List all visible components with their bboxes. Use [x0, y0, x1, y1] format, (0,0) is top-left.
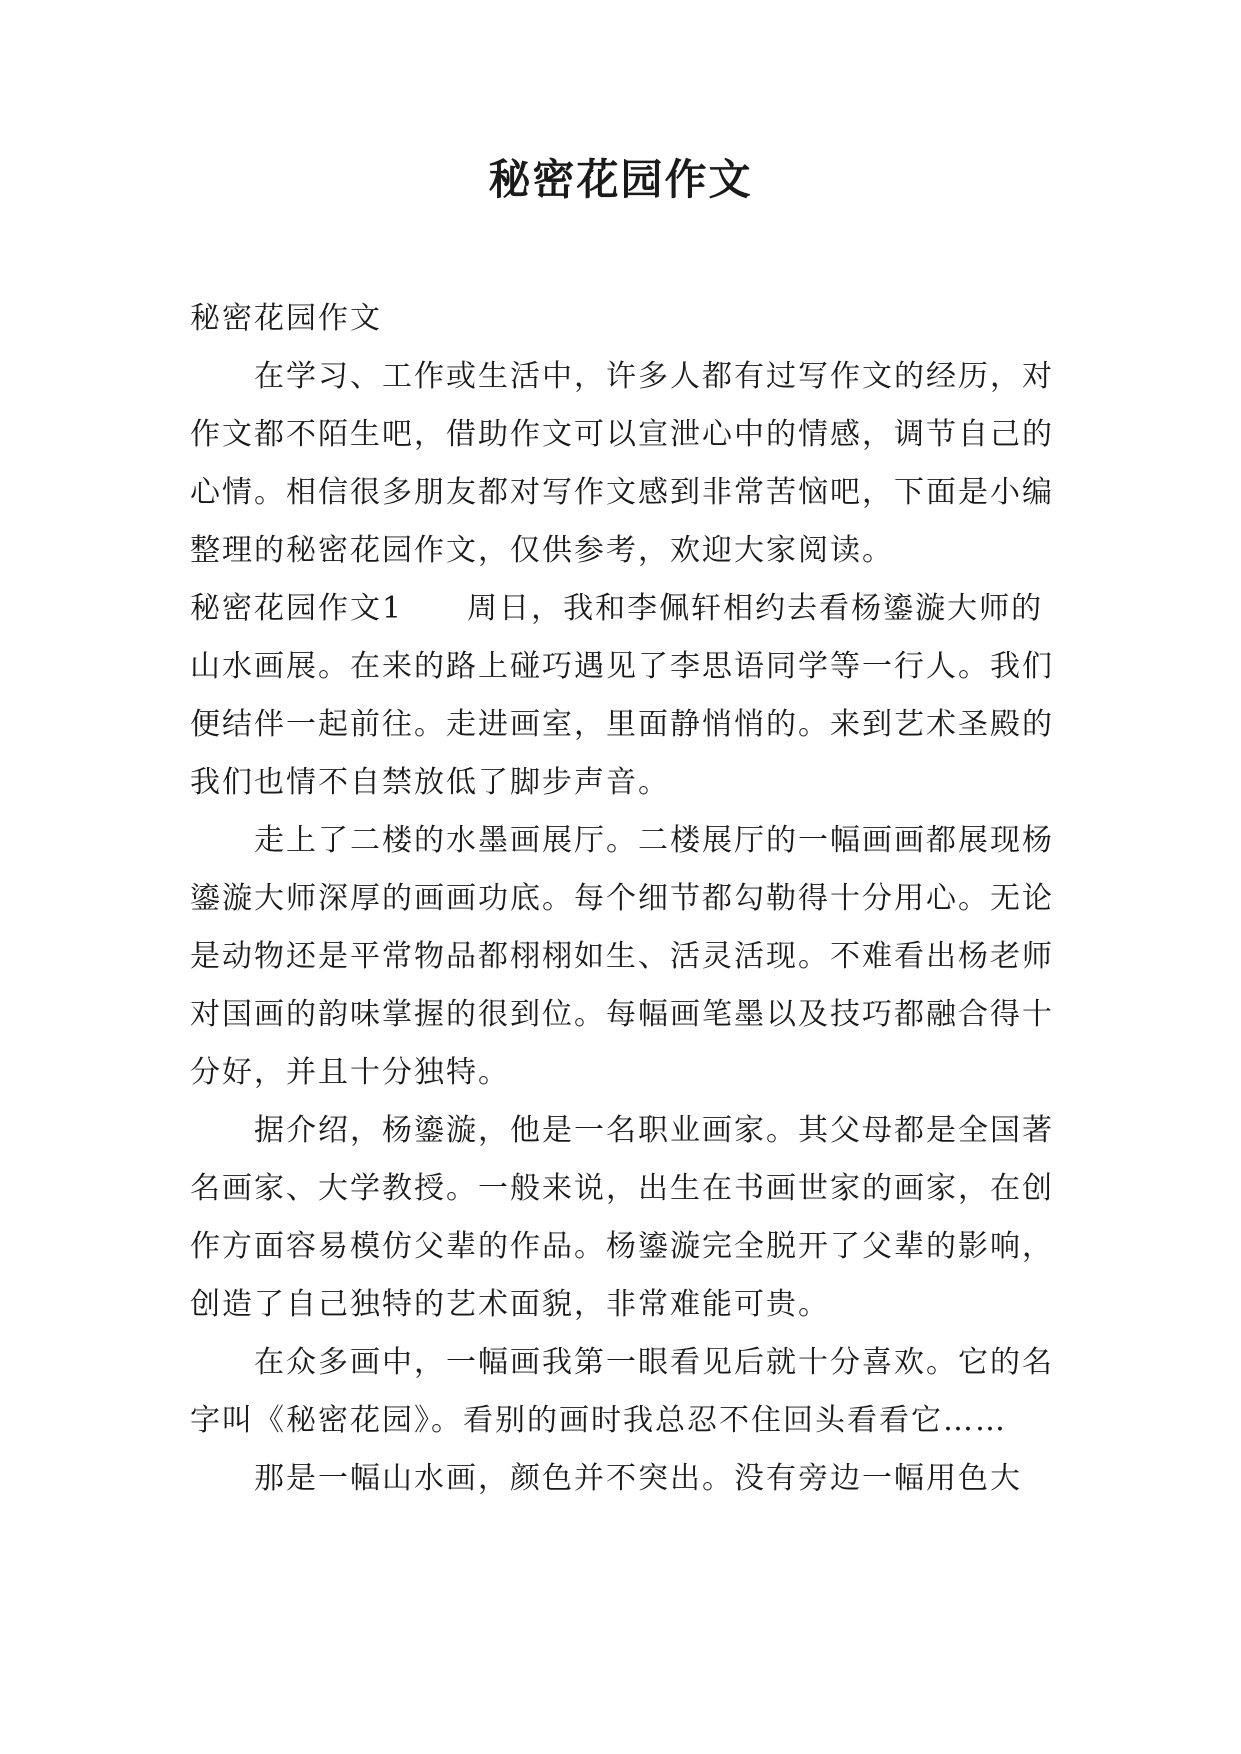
document-subtitle: 秘密花园作文 [190, 301, 382, 336]
document-body [190, 290, 1070, 1508]
body-paragraph: 在众多画中，一幅画我第一眼看见后就十分喜欢。它的名字叫《秘密花园》。看别的画时我总忍不住回头看看它…… [190, 1345, 1054, 1438]
document-title: 秘密花园作文 [488, 155, 753, 204]
intro-paragraph: 在学习、工作或生活中，许多人都有过写作文的经历，对作文都不陌生吧，借助作文可以宣泄心中的情感，调节自己的心情。相信很多朋友都对写作文感到非常苦恼吧，下面是小编整理的秘密花园作文，仅供参考，欢迎大家阅读。 [190, 359, 1054, 568]
body-paragraph: 据介绍，杨鎏漩，他是一名职业画家。其父母都是全国著名画家、大学教授。一般来说，出生在书画世家的画家，在创作方面容易模仿父辈的作品。杨鎏漩完全脱开了父辈的影响，创造了自己独特的艺术面貌，非常难能可贵。 [190, 1113, 1054, 1322]
body-paragraph: 那是一幅山水画，颜色并不突出。没有旁边一幅用色大 [254, 1461, 1022, 1496]
essay-1-opening-paragraph: 秘密花园作文1 周日，我和李佩轩相约去看杨鎏漩大师的山水画展。在来的路上碰巧遇见了李思语同学等一行人。我们便结伴一起前往。走进画室，里面静悄悄的。来到艺术圣殿的我们也情不自禁放低了脚步声音。 [190, 591, 1054, 800]
body-paragraph: 走上了二楼的水墨画展厅。二楼展厅的一幅画画都展现杨鎏漩大师深厚的画画功底。每个细节都勾勒得十分用心。无论是动物还是平常物品都栩栩如生、活灵活现。不难看出杨老师对国画的韵味掌握的很到位。每幅画笔墨以及技巧都融合得十分好，并且十分独特。 [190, 823, 1054, 1090]
